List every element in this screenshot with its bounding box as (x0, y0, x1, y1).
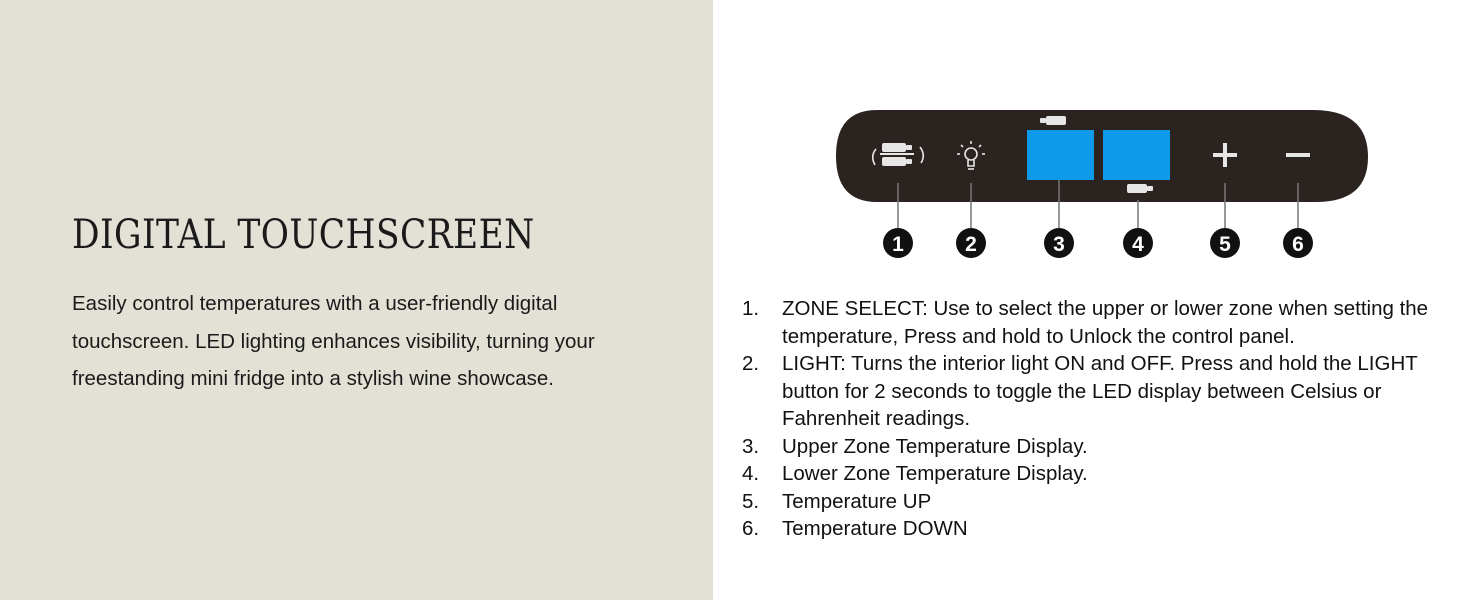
list-item-number: 4. (742, 462, 760, 485)
callout-label: 2 (965, 233, 977, 256)
callout-label: 5 (1219, 233, 1231, 256)
list-item-text: ZONE SELECT: Use to select the upper or lower zone when setting the temperature, Press and hold to Unlock the control panel. (782, 297, 1429, 348)
page-title: DIGITAL TOUCHSCREEN (72, 212, 535, 258)
list-item-number: 6. (742, 517, 760, 540)
feature-list (742, 295, 1442, 543)
list-item-number: 5. (742, 489, 760, 513)
control-panel-diagram (820, 100, 1380, 270)
list-item-text: Temperature UP (782, 489, 932, 513)
callout-marker (1044, 228, 1074, 258)
list-item-text: Upper Zone Temperature Display. (782, 434, 1088, 458)
lower-zone-display (1103, 130, 1170, 180)
minus-icon (1286, 153, 1310, 157)
list-item-text: Lower Zone Temperature Display. (782, 462, 1088, 485)
description: Easily control temperatures with a user-friendly digital touchscreen. LED lighting enhances visibility, turning your freestanding mini fridge into a stylish wine showcase. (72, 292, 595, 390)
callout-marker (1210, 228, 1240, 258)
callout-marker (883, 228, 913, 258)
callout-label: 6 (1292, 233, 1304, 256)
list-item-number: 1. (742, 297, 760, 320)
callout-label: 3 (1053, 233, 1065, 256)
list-item (742, 433, 1442, 461)
list-item (742, 460, 1442, 488)
list-item-number: 3. (742, 434, 760, 458)
left-panel (0, 0, 713, 600)
callout-marker (956, 228, 986, 258)
callout-label: 4 (1132, 233, 1144, 256)
list-item-text: LIGHT: Turns the interior light ON and OFF. Press and hold the LIGHT button for 2 seconds to toggle the LED display between Celsius or Fahrenheit readings. (782, 352, 1418, 430)
list-item (742, 295, 1442, 350)
list-item-text: Temperature DOWN (782, 517, 968, 540)
list-item (742, 350, 1442, 433)
callout-marker (1283, 228, 1313, 258)
callout-marker (1123, 228, 1153, 258)
list-item (742, 515, 1442, 543)
callout-label: 1 (892, 233, 904, 256)
list-item (742, 488, 1442, 516)
list-item-number: 2. (742, 352, 760, 375)
upper-zone-display (1027, 130, 1094, 180)
